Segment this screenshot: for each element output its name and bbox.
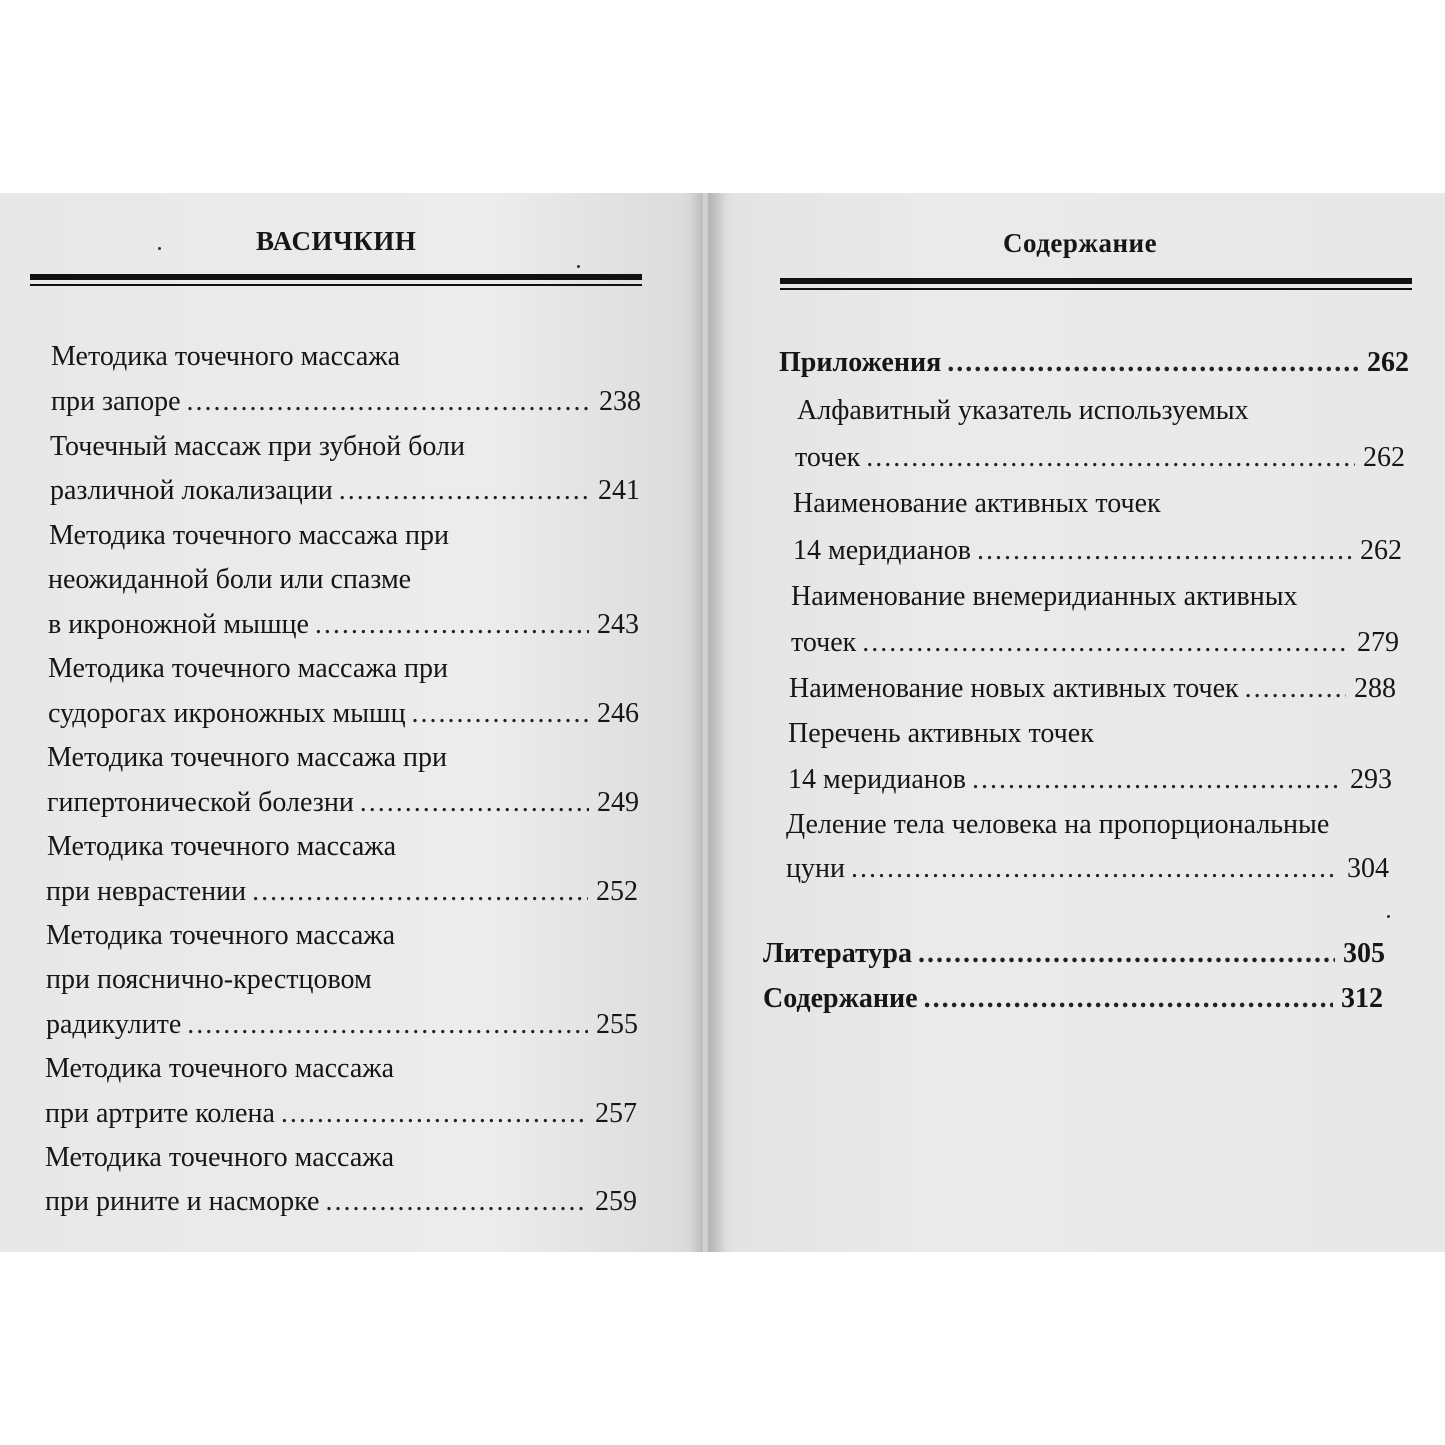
toc-entry-title: Наименование новых активных точек [789, 673, 1239, 704]
toc-leader-dots [972, 763, 1342, 797]
toc-leader-dots [187, 385, 592, 419]
left-running-head: ВАСИЧКИН [256, 226, 417, 256]
toc-entry [797, 394, 1249, 428]
toc-entry-title: точек [795, 442, 861, 473]
toc-entry [47, 786, 639, 820]
toc-entry [789, 672, 1396, 706]
toc-leader-dots [851, 852, 1339, 886]
toc-page-number: 259 [595, 1186, 637, 1217]
toc-entry [47, 830, 396, 864]
toc-entry [51, 340, 400, 374]
toc-entry [46, 919, 395, 953]
toc-page-number: 257 [595, 1098, 637, 1129]
toc-page-number: 262 [1367, 347, 1409, 378]
toc-entry [795, 441, 1405, 475]
toc-entry [49, 519, 449, 553]
toc-entry-title: Методика точечного массажа при [49, 520, 449, 551]
toc-entry [48, 563, 411, 597]
toc-leader-dots [339, 474, 590, 508]
toc-leader-dots [918, 937, 1335, 971]
toc-entry [45, 1052, 394, 1086]
toc-entry-title: Методика точечного массажа [46, 920, 396, 951]
toc-entry-title: Методика точечного массажа [45, 1142, 395, 1173]
toc-page-number: 293 [1350, 764, 1392, 795]
toc-entry [50, 430, 465, 464]
toc-entry [48, 652, 448, 686]
toc-entry-title: судорогах икроножных мышц [48, 698, 406, 729]
toc-page-number: 262 [1363, 442, 1405, 473]
toc-leader-dots [325, 1185, 587, 1219]
toc-entry [793, 487, 1161, 521]
toc-page-number: 305 [1343, 938, 1385, 969]
toc-leader-dots [862, 626, 1349, 660]
toc-entry-title: 14 меридианов [793, 535, 971, 566]
right-header-rule-thick [780, 278, 1412, 284]
toc-entry-title: при пояснично-крестцовом [46, 964, 372, 995]
toc-entry-title: при артрите колена [45, 1098, 275, 1129]
toc-entry [46, 875, 638, 909]
toc-entry-title: Алфавитный указатель используемых [797, 395, 1249, 426]
print-speck [1387, 915, 1390, 918]
toc-entry [45, 1185, 637, 1219]
toc-entry [788, 717, 1094, 751]
toc-entry-title: при неврастении [46, 876, 247, 907]
toc-leader-dots [315, 608, 589, 642]
left-header-rule-thick [30, 274, 642, 280]
toc-entry-title: Точечный массаж при зубной боли [50, 431, 465, 462]
toc-entry-title: Методика точечного массажа [51, 341, 401, 372]
toc-entry [793, 534, 1402, 568]
toc-page-number: 279 [1357, 627, 1399, 658]
toc-page-number: 262 [1360, 535, 1402, 566]
toc-page-number: 238 [599, 386, 641, 417]
toc-entry [45, 1141, 394, 1175]
toc-page-number: 243 [597, 609, 639, 640]
toc-page-number: 304 [1347, 853, 1389, 884]
toc-entry [46, 1008, 638, 1042]
print-speck [158, 247, 161, 250]
toc-entry [791, 626, 1399, 660]
toc-entry-title: различной локализации [50, 475, 333, 506]
toc-entry [788, 763, 1392, 797]
toc-page-number: 288 [1354, 673, 1396, 704]
toc-page-number: 246 [597, 698, 639, 729]
right-running-head: Содержание [1003, 228, 1158, 258]
toc-entry [791, 580, 1298, 614]
toc-page-number: 312 [1341, 983, 1383, 1014]
left-header-rule-thin [30, 284, 642, 286]
toc-entry [786, 852, 1389, 886]
toc-leader-dots [360, 786, 589, 820]
toc-leader-dots [281, 1097, 587, 1131]
toc-entry-title: Деление тела человека на пропорциональные [786, 809, 1330, 840]
toc-entry-title: 14 меридианов [788, 764, 966, 795]
toc-page-number: 249 [597, 787, 639, 818]
toc-entry [48, 608, 639, 642]
toc-leader-dots [866, 441, 1355, 475]
toc-entry [45, 1097, 637, 1131]
toc-entry-title: Наименование активных точек [793, 488, 1161, 519]
toc-leader-dots [1245, 672, 1346, 706]
toc-leader-dots [412, 697, 589, 731]
toc-entry [779, 346, 1409, 380]
toc-leader-dots [924, 982, 1333, 1016]
toc-entry-title: гипертонической болезни [47, 787, 354, 818]
toc-leader-dots [187, 1008, 588, 1042]
toc-entry-title: Перечень активных точек [788, 718, 1094, 749]
toc-entry-title: точек [791, 627, 857, 658]
toc-entry [46, 963, 372, 997]
toc-entry [763, 937, 1385, 971]
toc-entry-title: при рините и насморке [45, 1186, 320, 1217]
toc-entry-title: Содержание [763, 983, 918, 1014]
toc-entry [786, 808, 1329, 842]
toc-entry-title: цуни [786, 853, 845, 884]
toc-entry [50, 474, 640, 508]
right-header-rule-thin [780, 288, 1412, 290]
toc-page-number: 255 [596, 1009, 638, 1040]
toc-leader-dots [977, 534, 1352, 568]
toc-entry-title: неожиданной боли или спазме [48, 564, 412, 595]
toc-leader-dots [947, 346, 1359, 380]
toc-entry-title: Наименование внемеридианных активных [791, 581, 1298, 612]
toc-entry-title: радикулите [46, 1009, 182, 1040]
toc-entry [48, 697, 639, 731]
toc-entry-title: при запоре [51, 386, 181, 417]
toc-entry [763, 982, 1383, 1016]
toc-entry-title: Литература [763, 938, 912, 969]
toc-entry-title: Методика точечного массажа при [47, 742, 447, 773]
toc-entry [51, 385, 641, 419]
toc-entry-title: Методика точечного массажа при [48, 653, 448, 684]
toc-entry-title: в икроножной мышце [48, 609, 309, 640]
toc-entry-title: Методика точечного массажа [45, 1053, 395, 1084]
toc-page-number: 252 [596, 876, 638, 907]
toc-entry-title: Методика точечного массажа [47, 831, 397, 862]
toc-entry [47, 741, 447, 775]
toc-page-number: 241 [598, 475, 640, 506]
toc-leader-dots [252, 875, 588, 909]
toc-entry-title: Приложения [779, 347, 942, 378]
book-gutter [690, 193, 726, 1252]
print-speck [577, 265, 580, 268]
